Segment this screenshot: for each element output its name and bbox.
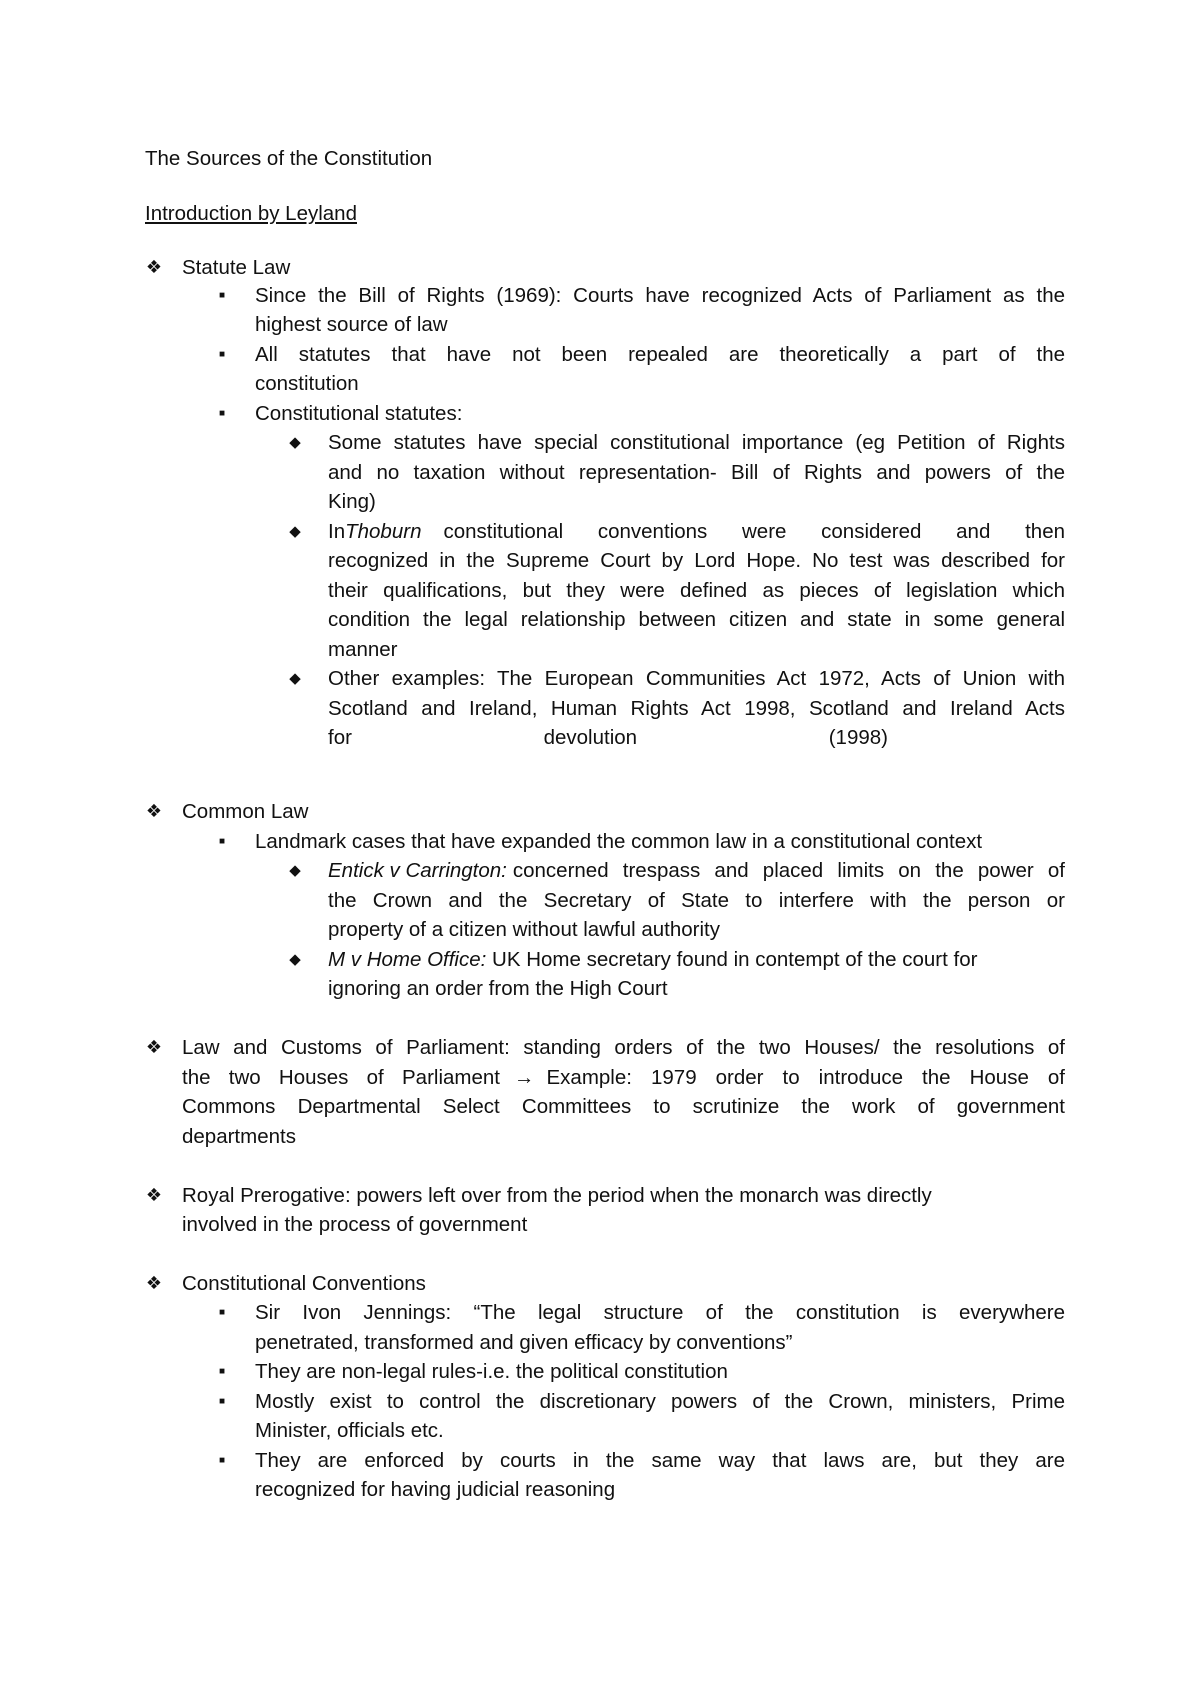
text-line: Other examples: The European Communities Act 1972, Acts of Union with <box>328 667 1065 690</box>
diamond-bullet-icon: ❖ <box>145 1273 163 1293</box>
section-heading-statute-law: Statute Law <box>182 256 291 279</box>
text-line <box>182 1063 1065 1093</box>
text-line: Since the Bill of Rights (1969): Courts have recognized Acts of Parliament as the <box>255 284 1065 307</box>
text-line: their qualifications, but they were defined as pieces of legislation which <box>328 579 1065 602</box>
small-diamond-bullet-icon: ◆ <box>289 670 301 687</box>
text-line: Mostly exist to control the discretionary powers of the Crown, ministers, Prime <box>255 1390 1065 1413</box>
small-diamond-bullet-icon: ◆ <box>289 951 301 968</box>
text-line: Scotland and Ireland, Human Rights Act 1998, Scotland and Ireland Acts <box>328 697 1065 720</box>
small-diamond-bullet-icon: ◆ <box>289 523 301 540</box>
text-line: Law and Customs of Parliament: standing orders of the two Houses/ the resolutions of <box>182 1036 1065 1059</box>
diamond-bullet-icon: ❖ <box>145 1185 163 1205</box>
square-bullet-icon: ■ <box>218 349 226 360</box>
text-line: Sir Ivon Jennings: “The legal structure of the constitution is everywhere <box>255 1301 1065 1324</box>
text-fragment: In <box>328 520 346 543</box>
document-title: The Sources of the Constitution <box>145 147 433 170</box>
text-line: property of a citizen without lawful authority <box>328 918 720 941</box>
text-line: for devolution (1998) <box>328 726 888 749</box>
text-line <box>328 517 1065 547</box>
text-line: They are non-legal rules-i.e. the political constitution <box>255 1360 728 1383</box>
small-diamond-bullet-icon: ◆ <box>289 434 301 451</box>
text-line: highest source of law <box>255 313 448 336</box>
arrow-icon: → <box>514 1066 535 1089</box>
diamond-bullet-icon: ❖ <box>145 1037 163 1057</box>
square-bullet-icon: ■ <box>218 1396 226 1407</box>
square-bullet-icon: ■ <box>218 836 226 847</box>
text-line: Minister, officials etc. <box>255 1419 444 1442</box>
text-line <box>328 945 977 975</box>
document-subtitle: Introduction by Leyland <box>145 202 357 225</box>
square-bullet-icon: ■ <box>218 1455 226 1466</box>
small-diamond-bullet-icon: ◆ <box>289 862 301 879</box>
section-heading-common-law: Common Law <box>182 800 309 823</box>
section-heading-constitutional-conventions: Constitutional Conventions <box>182 1272 426 1295</box>
square-bullet-icon: ■ <box>218 408 226 419</box>
text-line: Commons Departmental Select Committees to scrutinize the work of government <box>182 1095 1065 1118</box>
text-line: Constitutional statutes: <box>255 402 463 425</box>
text-line: ignoring an order from the High Court <box>328 977 668 1000</box>
text-line: recognized for having judicial reasoning <box>255 1478 616 1501</box>
text-fragment: constitutional conventions were considered and then <box>443 520 1065 543</box>
case-name: Entick v Carrington: <box>328 859 507 882</box>
text-line: manner <box>328 638 398 661</box>
text-line: penetrated, transformed and given efficacy by conventions” <box>255 1331 793 1354</box>
text-line: and no taxation without representation- Bill of Rights and powers of the <box>328 461 1065 484</box>
text-line: Landmark cases that have expanded the common law in a constitutional context <box>255 830 983 853</box>
text-line <box>328 856 1065 886</box>
text-line: recognized in the Supreme Court by Lord Hope. No test was described for <box>328 549 1065 572</box>
text-line: condition the legal relationship between citizen and state in some general <box>328 608 1065 631</box>
case-name: M v Home Office: <box>328 948 487 971</box>
text-line: the Crown and the Secretary of State to interfere with the person or <box>328 889 1065 912</box>
case-name: Thoburn <box>345 520 422 543</box>
square-bullet-icon: ■ <box>218 1307 226 1318</box>
square-bullet-icon: ■ <box>218 1366 226 1377</box>
text-line: King) <box>328 490 376 513</box>
text-fragment: the two Houses of Parliament <box>182 1066 500 1089</box>
text-line: departments <box>182 1125 296 1148</box>
square-bullet-icon: ■ <box>218 290 226 301</box>
text-fragment: concerned trespass and placed limits on the power of <box>512 859 1065 882</box>
text-line: All statutes that have not been repealed are theoretically a part of the <box>255 343 1065 366</box>
text-fragment: UK Home secretary found in contempt of the court for <box>492 948 978 971</box>
text-line: Royal Prerogative: powers left over from the period when the monarch was directly <box>182 1184 932 1207</box>
text-line: They are enforced by courts in the same way that laws are, but they are <box>255 1449 1065 1472</box>
text-line: Some statutes have special constitutional importance (eg Petition of Rights <box>328 431 1065 454</box>
diamond-bullet-icon: ❖ <box>145 801 163 821</box>
text-line: involved in the process of government <box>182 1213 528 1236</box>
text-line: constitution <box>255 372 359 395</box>
diamond-bullet-icon: ❖ <box>145 257 163 277</box>
text-fragment: Example: 1979 order to introduce the House of <box>546 1066 1065 1089</box>
